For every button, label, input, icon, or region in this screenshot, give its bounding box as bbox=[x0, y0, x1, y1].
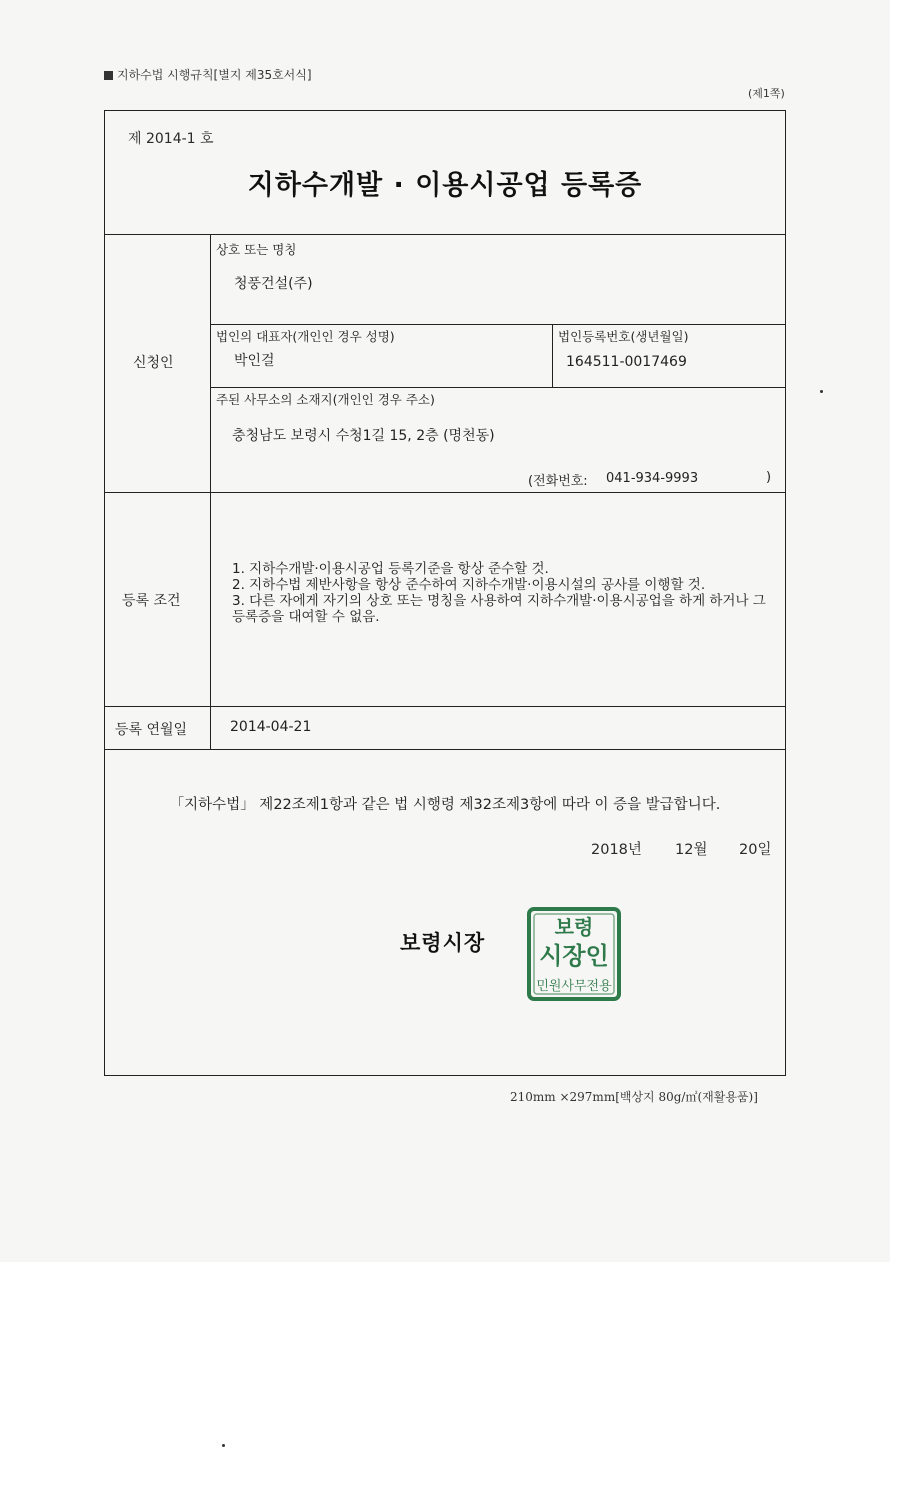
divider bbox=[552, 324, 553, 387]
divider bbox=[104, 492, 786, 493]
divider bbox=[104, 749, 786, 750]
address-value: 충청남도 보령시 수청1길 15, 2층 (명천동) bbox=[232, 428, 495, 444]
issue-month: 12월 bbox=[675, 842, 708, 858]
representative-value: 박인걸 bbox=[234, 353, 275, 369]
divider bbox=[210, 234, 211, 749]
divider bbox=[210, 387, 786, 388]
corp-number-value: 164511-0017469 bbox=[566, 354, 687, 370]
registration-number: 제 2014-1 호 bbox=[128, 131, 214, 147]
divider bbox=[104, 234, 786, 235]
form-label-text: 지하수법 시행규칙[별지 제35호서식] bbox=[117, 68, 312, 82]
representative-label: 법인의 대표자(개인인 경우 성명) bbox=[216, 329, 395, 344]
registration-date-value: 2014-04-21 bbox=[230, 719, 312, 735]
company-name-label: 상호 또는 명칭 bbox=[216, 242, 297, 257]
form-label bbox=[104, 66, 312, 83]
company-name-value: 청풍건설(주) bbox=[234, 276, 313, 292]
phone-close: ) bbox=[766, 470, 772, 485]
divider bbox=[210, 324, 786, 325]
phone-label: (전화번호: bbox=[528, 474, 588, 489]
issue-year: 2018년 bbox=[591, 842, 642, 858]
applicant-section-label: 신청인 bbox=[133, 355, 174, 371]
address-label: 주된 사무소의 소재지(개인인 경우 주소) bbox=[216, 392, 435, 407]
issuance-statement: 「지하수법」 제22조제1항과 같은 법 시행령 제32조제3항에 따라 이 증을 발급합니다. bbox=[169, 797, 721, 813]
certificate-title: 지하수개발 · 이용시공업 등록증 bbox=[247, 170, 643, 201]
phone-value: 041-934-9993 bbox=[606, 471, 699, 486]
registration-date-label: 등록 연월일 bbox=[115, 722, 188, 738]
conditions-list bbox=[232, 561, 767, 625]
condition-item: 3. 다른 자에게 자기의 상호 또는 명칭을 사용하여 지하수개발·이용시공업을 하게 하거나 그 등록증을 대여할 수 없음. bbox=[232, 593, 766, 625]
svg-text:보령: 보령 bbox=[554, 915, 594, 939]
paper-size-note: 210mm ×297mm[백상지 80g/㎡(재활용품)] bbox=[510, 1090, 758, 1104]
scan-speck bbox=[222, 1444, 225, 1447]
svg-text:민원사무전용: 민원사무전용 bbox=[536, 979, 612, 994]
conditions-section-label: 등록 조건 bbox=[122, 593, 181, 609]
official-seal-icon bbox=[526, 906, 622, 1002]
svg-text:시장인: 시장인 bbox=[539, 942, 609, 970]
page-label: (제1쪽) bbox=[748, 87, 785, 100]
divider bbox=[104, 706, 786, 707]
corp-number-label: 법인등록번호(생년월일) bbox=[558, 329, 689, 344]
issuer-name: 보령시장 bbox=[400, 931, 486, 955]
scan-speck bbox=[820, 390, 823, 393]
condition-item: 2. 지하수법 제반사항을 항상 준수하여 지하수개발·이용시설의 공사를 이행할 것. bbox=[232, 577, 706, 593]
condition-item: 1. 지하수개발·이용시공업 등록기준을 항상 준수할 것. bbox=[232, 561, 549, 577]
square-bullet-icon bbox=[104, 71, 113, 80]
issue-day: 20일 bbox=[739, 842, 772, 858]
